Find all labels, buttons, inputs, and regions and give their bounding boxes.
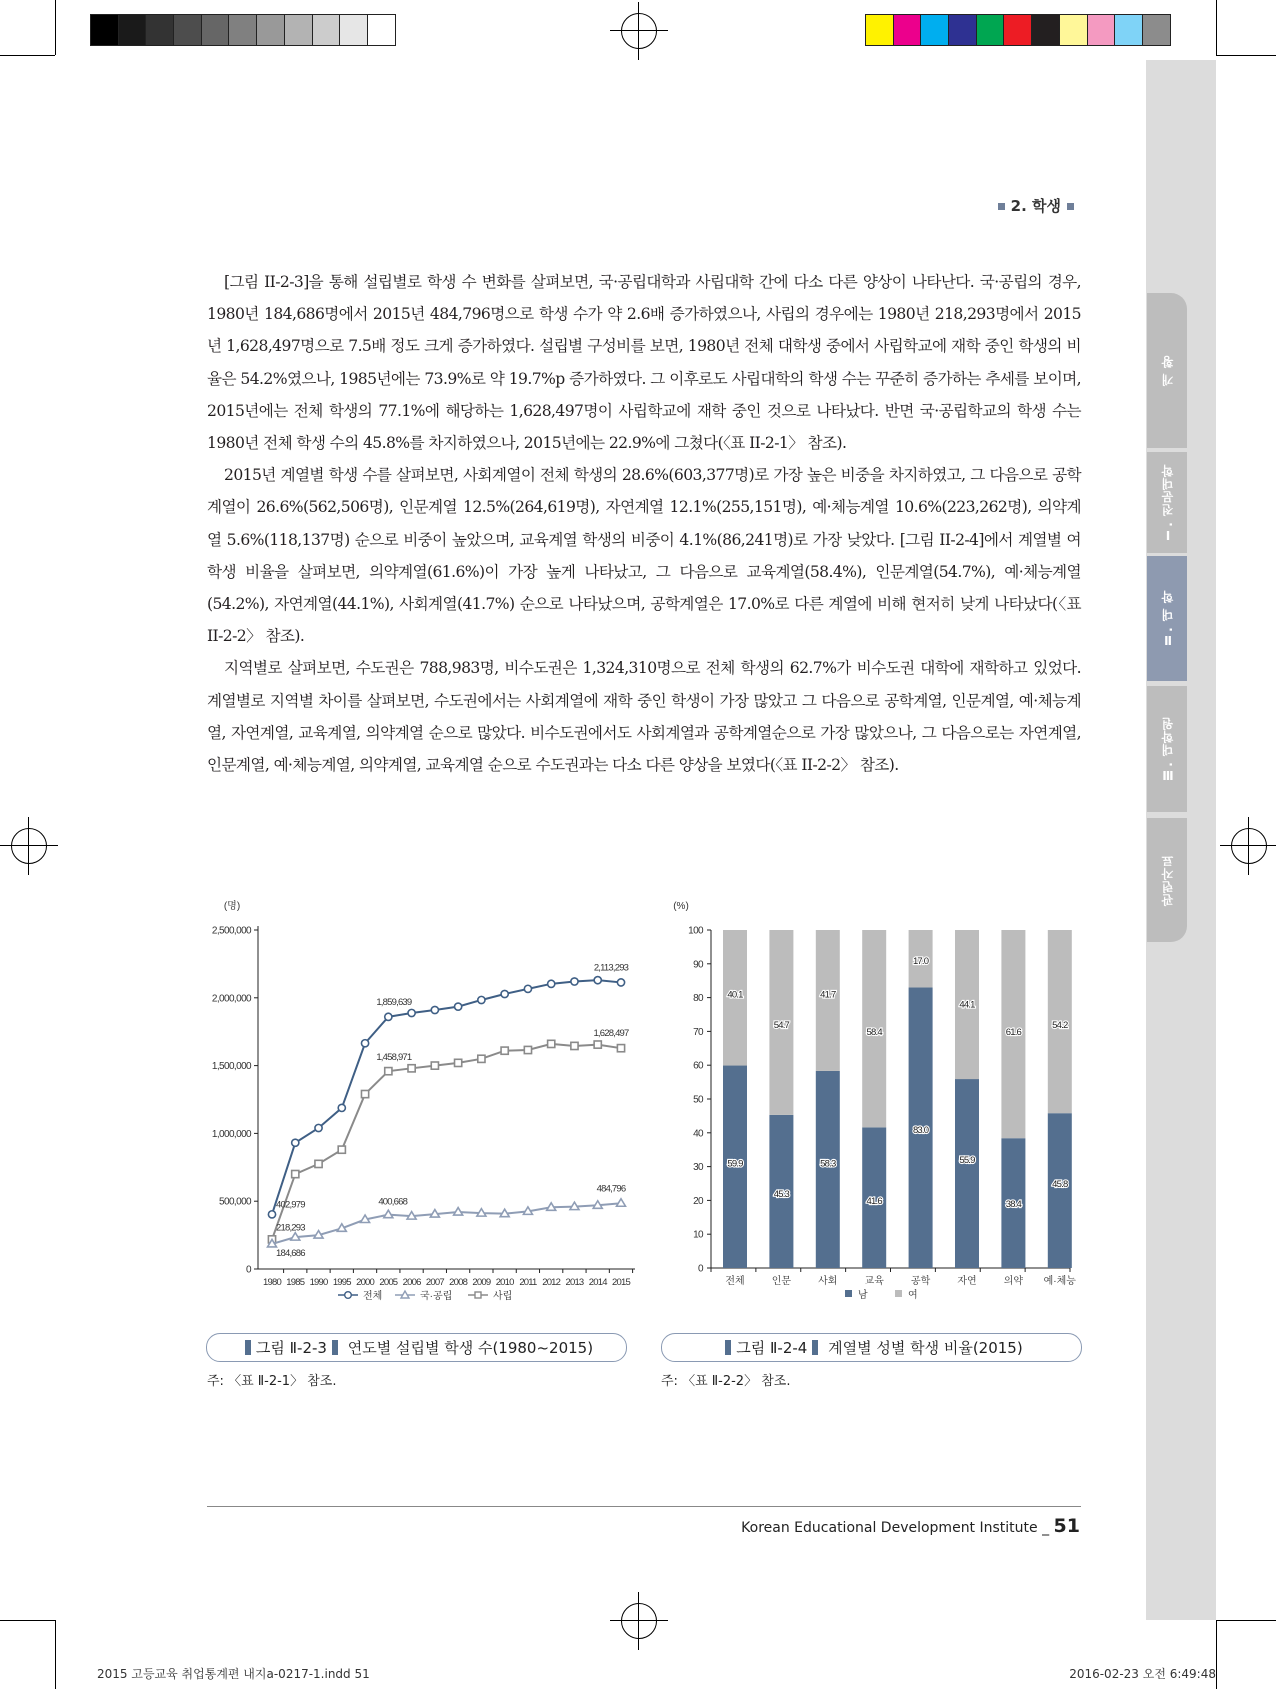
data-point xyxy=(268,1211,275,1218)
data-label: 400,668 xyxy=(378,1196,408,1208)
data-label: 59.9 xyxy=(727,1158,743,1170)
data-point xyxy=(315,1124,322,1131)
color-swatch xyxy=(91,15,119,45)
y-tick-label: 80 xyxy=(693,993,703,1005)
y-tick-label: 1,000,000 xyxy=(211,1128,251,1140)
data-point xyxy=(408,1065,415,1072)
y-tick-label: 40 xyxy=(693,1128,703,1140)
data-point xyxy=(478,996,485,1003)
tab-label: 개 황 xyxy=(1160,354,1175,387)
sidebar-tab-junior-college[interactable] xyxy=(1147,452,1187,553)
data-label: 17.0 xyxy=(912,955,929,967)
y-tick-label: 70 xyxy=(693,1026,703,1038)
y-axis-unit: (%) xyxy=(673,901,689,912)
data-point xyxy=(292,1139,299,1146)
sidebar-tab-university[interactable] xyxy=(1147,556,1187,681)
x-tick-label: 1980 xyxy=(263,1277,281,1288)
data-point xyxy=(408,1009,415,1016)
color-swatch xyxy=(1088,15,1116,45)
y-tick-label: 1,500,000 xyxy=(211,1061,251,1073)
data-point xyxy=(337,1224,346,1232)
sidebar-tab-references[interactable] xyxy=(1147,818,1187,942)
legend-label: 국·공립 xyxy=(420,1291,453,1302)
legend-label: 전체 xyxy=(363,1291,383,1302)
data-point xyxy=(500,1209,509,1217)
figure-note: 주: 〈표 Ⅱ-2-2〉 참조. xyxy=(661,1374,791,1389)
caption-bar-icon xyxy=(245,1340,251,1355)
color-swatch xyxy=(866,15,894,45)
color-swatch xyxy=(229,15,257,45)
footer-institute: Korean Educational Development Institute _ xyxy=(741,1520,1050,1536)
crop-mark xyxy=(1216,1620,1276,1621)
data-point xyxy=(501,990,508,997)
data-label: 402,979 xyxy=(276,1199,305,1211)
data-point xyxy=(478,1055,485,1062)
data-point xyxy=(617,1045,624,1052)
x-tick-label: 2009 xyxy=(472,1277,491,1288)
color-swatch xyxy=(202,15,230,45)
color-swatch xyxy=(921,15,949,45)
x-tick-label: 2014 xyxy=(588,1277,607,1288)
page-number: 51 xyxy=(1053,1515,1080,1537)
x-tick-label: 2007 xyxy=(425,1277,444,1288)
x-tick-label: 전체 xyxy=(725,1276,745,1287)
data-point xyxy=(314,1231,323,1239)
color-swatch xyxy=(1032,15,1060,45)
y-tick-label: 2,500,000 xyxy=(211,925,251,937)
y-tick-label: 10 xyxy=(693,1229,703,1241)
y-tick-label: 0 xyxy=(246,1264,251,1276)
x-tick-label: 사회 xyxy=(818,1276,838,1287)
data-label: 55.9 xyxy=(959,1155,975,1167)
color-swatch xyxy=(894,15,922,45)
x-tick-label: 2015 xyxy=(612,1277,630,1288)
data-point xyxy=(571,1042,578,1049)
data-label: 58.4 xyxy=(866,1026,882,1038)
crop-mark xyxy=(1216,55,1276,56)
data-point xyxy=(593,1201,602,1209)
y-tick-label: 500,000 xyxy=(219,1196,251,1208)
data-point xyxy=(455,1003,462,1010)
y-axis-unit: (명) xyxy=(223,901,241,912)
figure-caption-1 xyxy=(206,1333,627,1362)
section-header xyxy=(992,195,1080,216)
data-label: 184,686 xyxy=(276,1247,305,1259)
bar-chart-gender-ratio-by-field xyxy=(655,895,1085,1320)
data-label: 83.0 xyxy=(912,1124,929,1136)
legend-swatch xyxy=(895,1290,902,1297)
tab-label: Ⅲ. 대학원 xyxy=(1160,716,1175,782)
series-line-국·공립 xyxy=(272,1203,621,1244)
x-tick-label: 공학 xyxy=(910,1276,931,1287)
series-line-사립 xyxy=(272,1044,621,1239)
color-swatch xyxy=(977,15,1005,45)
data-label: 45.3 xyxy=(773,1189,790,1201)
color-swatch xyxy=(285,15,313,45)
data-point xyxy=(548,980,555,987)
section-title: 2. 학생 xyxy=(1010,197,1061,215)
figure-number: 그림 Ⅱ-2-3 xyxy=(255,1339,327,1357)
data-label: 45.8 xyxy=(1052,1178,1068,1190)
data-point xyxy=(455,1059,462,1066)
tab-label: 관련자료 xyxy=(1160,854,1175,906)
data-point xyxy=(548,1040,555,1047)
figure-note: 주: 〈표 Ⅱ-2-1〉 참조. xyxy=(207,1374,337,1389)
data-label: 484,796 xyxy=(596,1183,626,1195)
sidebar-tab-overview[interactable] xyxy=(1147,293,1187,448)
color-swatch xyxy=(174,15,202,45)
bar-segment-male xyxy=(1048,1113,1072,1268)
data-point xyxy=(385,1013,392,1020)
footer-divider xyxy=(207,1506,1081,1507)
paragraph: [그림 II-2-3]을 통해 설립별로 학생 수 변화를 살펴보면, 국·공립대학과 사립대학 간에 다소 다른 양상이 나타난다. 국·공립의 경우, 1980년 184,686명에서 2015년 484,796명으로 학생 수가 약 2.6배 증가하였으나, 사립의 경우에는 1980년 218,293명에서 2015년 1,628,497명으로 7.5배 정도 크게 증가하였다. 설립별 구성비를 보면, 1980년 전체 대학생 중에서 사립학교에 재학 중인 학생의 비율은 54.2%였으나, 1985년에는 73.9%로 약 19.7%p 증가하였다. 그 이후로도 사립대학의 학생 수는 꾸준히 증가하는 추세를 보이며, 2015년에는 전체 학생의 77.1%에 해당하는 1,628,497명이 사립학교에 재학 중인 것으로 나타났다. 반면 국·공립학교의 학생 수는 1980년 전체 학생 수의 45.8%를 차지하였으나, 2015년에는 22.9%에 그쳤다(〈표 II-2-1〉 참조). xyxy=(207,273,1081,453)
x-tick-label: 2011 xyxy=(519,1277,537,1288)
data-point xyxy=(477,1209,486,1217)
x-tick-label: 2006 xyxy=(402,1277,421,1288)
caption-bar-icon xyxy=(332,1340,338,1355)
x-tick-label: 예·체능 xyxy=(1043,1276,1076,1287)
data-point xyxy=(361,1040,368,1047)
color-swatch xyxy=(1004,15,1032,45)
tab-label: Ⅱ. 대 학 xyxy=(1160,590,1175,647)
data-point xyxy=(291,1233,300,1241)
data-point xyxy=(431,1006,438,1013)
x-tick-label: 1985 xyxy=(286,1277,305,1288)
color-swatch xyxy=(257,15,285,45)
y-tick-label: 90 xyxy=(693,959,703,971)
x-tick-label: 2008 xyxy=(449,1277,468,1288)
data-point xyxy=(407,1212,416,1220)
y-tick-label: 60 xyxy=(693,1060,703,1072)
data-point xyxy=(501,1047,508,1054)
x-tick-label: 2000 xyxy=(356,1277,375,1288)
figure-title: 연도별 설립별 학생 수(1980~2015) xyxy=(347,1339,594,1357)
figure-title: 계열별 성별 학생 비율(2015) xyxy=(828,1339,1023,1357)
data-point xyxy=(524,985,531,992)
data-label: 54.7 xyxy=(773,1020,790,1032)
series-line-전체 xyxy=(272,980,621,1214)
data-label: 41.6 xyxy=(866,1195,882,1207)
color-swatch xyxy=(146,15,174,45)
data-point xyxy=(361,1215,370,1223)
data-label: 44.1 xyxy=(959,999,975,1011)
x-tick-label: 2013 xyxy=(565,1277,584,1288)
y-tick-label: 2,000,000 xyxy=(211,993,251,1005)
data-point xyxy=(338,1104,345,1111)
legend-marker xyxy=(475,1292,481,1298)
legend-marker xyxy=(401,1291,409,1298)
y-tick-label: 100 xyxy=(688,925,703,937)
body-text xyxy=(207,266,1081,781)
registration-mark xyxy=(621,13,657,49)
caption-bar-icon xyxy=(725,1340,731,1355)
color-swatch xyxy=(119,15,147,45)
data-point xyxy=(523,1207,532,1215)
crop-mark xyxy=(1216,0,1217,55)
crop-mark xyxy=(0,1620,55,1621)
legend-marker xyxy=(345,1292,352,1299)
x-tick-label: 2012 xyxy=(542,1277,561,1288)
crop-mark xyxy=(55,1620,56,1689)
color-swatch xyxy=(368,15,395,45)
data-label: 38.4 xyxy=(1005,1199,1022,1211)
y-tick-label: 20 xyxy=(693,1195,703,1207)
data-label: 61.6 xyxy=(1005,1026,1022,1038)
y-tick-label: 30 xyxy=(693,1162,703,1174)
x-tick-label: 2010 xyxy=(495,1277,514,1288)
legend-label: 사립 xyxy=(493,1291,513,1302)
data-point xyxy=(594,1041,601,1048)
process-color-bar xyxy=(865,14,1171,46)
data-label: 41.7 xyxy=(820,989,836,1001)
x-tick-label: 2005 xyxy=(379,1277,398,1288)
x-tick-label: 자연 xyxy=(957,1276,977,1287)
bar-segment-male xyxy=(955,1079,979,1268)
color-swatch xyxy=(313,15,341,45)
x-tick-label: 의약 xyxy=(1003,1276,1024,1287)
page-footer xyxy=(741,1515,1080,1537)
data-point xyxy=(617,979,624,986)
data-label: 1,628,497 xyxy=(593,1028,629,1040)
data-point xyxy=(571,978,578,985)
slug-filename: 2015 고등교육 취업통계편 내지a-0217-1.indd 51 xyxy=(97,1667,370,1681)
data-label: 40.1 xyxy=(727,989,743,1001)
data-point xyxy=(384,1210,393,1218)
legend-swatch xyxy=(845,1290,852,1297)
data-point xyxy=(547,1203,556,1211)
square-bullet-icon xyxy=(1067,203,1074,210)
data-label: 58.3 xyxy=(820,1158,836,1170)
data-point xyxy=(431,1062,438,1069)
color-swatch xyxy=(1115,15,1143,45)
data-point xyxy=(292,1170,299,1177)
data-label: 2,113,293 xyxy=(593,962,629,974)
data-point xyxy=(361,1090,368,1097)
crop-mark xyxy=(1216,1620,1217,1689)
color-swatch xyxy=(949,15,977,45)
registration-mark xyxy=(621,1603,657,1639)
tab-label: Ⅰ. 전문대학 xyxy=(1160,463,1175,542)
x-tick-label: 교육 xyxy=(864,1276,884,1287)
data-label: 1,458,971 xyxy=(376,1052,412,1064)
crop-mark xyxy=(55,0,56,55)
data-point xyxy=(315,1160,322,1167)
x-tick-label: 1990 xyxy=(309,1277,328,1288)
data-point xyxy=(524,1046,531,1053)
line-chart-students-by-establishment xyxy=(200,895,650,1320)
legend-label: 여 xyxy=(908,1290,918,1301)
data-point xyxy=(385,1068,392,1075)
y-tick-label: 0 xyxy=(698,1263,703,1275)
caption-bar-icon xyxy=(812,1340,818,1355)
square-bullet-icon xyxy=(998,203,1005,210)
x-tick-label: 1995 xyxy=(332,1277,351,1288)
data-label: 218,293 xyxy=(276,1222,305,1234)
figure-caption-2 xyxy=(661,1333,1082,1362)
data-point xyxy=(594,977,601,984)
color-swatch xyxy=(340,15,368,45)
data-point xyxy=(570,1202,579,1210)
legend-label: 남 xyxy=(858,1290,868,1301)
paragraph: 2015년 계열별 학생 수를 살펴보면, 사회계열이 전체 학생의 28.6%(603,377명)로 가장 높은 비중을 차지하였고, 그 다음으로 공학계열이 26.6%(562,506명), 인문계열 12.5%(264,619명), 자연계열 12.1%(255,151명), 예·체능계열 10.6%(223,262명), 의약계열 5.6%(118,137명) 순으로 비중이 높았으며, 교육계열 학생의 비중이 4.1%(86,241명)로 가장 낮았다. [그림 II-2-4]에서 계열별 여학생 비율을 살펴보면, 의약계열(61.6%)이 가장 높게 나타났고, 그 다음으로 교육계열(58.4%), 인문계열(54.7%), 예·체능계열(54.2%), 자연계열(44.1%), 사회계열(41.7%) 순으로 나타났으며, 공학계열은 17.0%로 다른 계열에 비해 현저히 낮게 나타났다(〈표 II-2-2〉 참조). xyxy=(207,466,1081,646)
sidebar-tab-graduate-school[interactable] xyxy=(1147,686,1187,812)
data-label: 1,859,639 xyxy=(376,996,412,1008)
data-point xyxy=(338,1146,345,1153)
data-label: 54.2 xyxy=(1052,1020,1068,1032)
slug-timestamp: 2016-02-23 오전 6:49:48 xyxy=(1069,1667,1216,1681)
data-point xyxy=(454,1208,463,1216)
paragraph: 지역별로 살펴보면, 수도권은 788,983명, 비수도권은 1,324,310명으로 전체 학생의 62.7%가 비수도권 대학에 재학하고 있었다. 계열별로 지역별 차이를 살펴보면, 수도권에서는 사회계열에 재학 중인 학생이 가장 많았고 그 다음으로 공학계열, 인문계열, 예·체능계열, 자연계열, 교육계열, 의약계열 순으로 많았다. 비수도권에서도 사회계열과 공학계열순으로 가장 많았으나, 그 다음으로는 자연계열, 인문계열, 예·체능계열, 의약계열, 교육계열 순으로 수도권과는 다소 다른 양상을 보였다(〈표 II-2-2〉 참조). xyxy=(207,659,1081,775)
x-tick-label: 인문 xyxy=(771,1276,792,1287)
figure-number: 그림 Ⅱ-2-4 xyxy=(736,1339,808,1357)
color-swatch xyxy=(1143,15,1170,45)
data-point xyxy=(430,1210,439,1218)
data-point xyxy=(617,1199,626,1207)
grayscale-color-bar xyxy=(90,14,396,46)
registration-mark xyxy=(1231,828,1267,864)
crop-mark xyxy=(0,55,55,56)
y-tick-label: 50 xyxy=(693,1094,703,1106)
color-swatch xyxy=(1060,15,1088,45)
registration-mark xyxy=(11,828,47,864)
